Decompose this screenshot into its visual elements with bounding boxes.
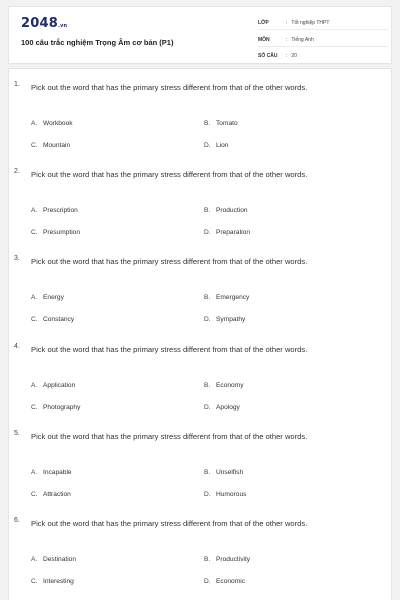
question-text: Pick out the word that has the primary stress different from that of the other words.	[31, 519, 308, 528]
meta-value-subject: Tiếng Anh	[291, 36, 314, 43]
document-header	[8, 6, 392, 64]
option-a[interactable]: A. Incapable	[31, 469, 72, 476]
option-d[interactable]: D. Humorous	[204, 491, 247, 498]
option-b[interactable]: B. Production	[204, 207, 248, 214]
option-c[interactable]: C. Mountain	[31, 142, 71, 149]
option-d[interactable]: D. Economic	[204, 578, 245, 585]
option-d[interactable]: D. Apology	[204, 404, 240, 411]
question-text: Pick out the word that has the primary stress different from that of the other words.	[31, 345, 308, 354]
meta-value-count: 20	[291, 53, 297, 59]
question-text: Pick out the word that has the primary stress different from that of the other words.	[31, 170, 308, 179]
option-d[interactable]: D. Lion	[204, 142, 229, 149]
option-a[interactable]: A. Destination	[31, 556, 76, 563]
site-logo[interactable]: 2048.vn	[21, 16, 68, 31]
meta-row-count: SỐ CÂU : 20	[258, 53, 297, 59]
option-c[interactable]: C. Interesting	[31, 578, 74, 585]
question-text: Pick out the word that has the primary stress different from that of the other words.	[31, 257, 308, 266]
option-d[interactable]: D. Preparation	[204, 229, 251, 236]
option-c[interactable]: C. Constancy	[31, 316, 75, 323]
option-b[interactable]: B. Emergency	[204, 294, 250, 301]
question-text: Pick out the word that has the primary stress different from that of the other words.	[31, 432, 308, 441]
option-c[interactable]: C. Presumption	[31, 229, 81, 236]
option-b[interactable]: B. Unselfish	[204, 469, 244, 476]
option-c[interactable]: C. Photography	[31, 404, 81, 411]
option-c[interactable]: C. Attraction	[31, 491, 71, 498]
meta-row-subject: MÔN : Tiếng Anh	[258, 33, 388, 47]
option-a[interactable]: A. Prescription	[31, 207, 78, 214]
meta-value-class: Tốt nghiệp THPT	[291, 19, 330, 26]
document-title: 100 câu trắc nghiệm Trọng Âm cơ bản (P1)	[21, 38, 174, 47]
question-text: Pick out the word that has the primary stress different from that of the other words.	[31, 83, 308, 92]
option-a[interactable]: A. Workbook	[31, 120, 73, 127]
option-b[interactable]: B. Tomato	[204, 120, 238, 127]
option-b[interactable]: B. Economy	[204, 382, 244, 389]
option-a[interactable]: A. Application	[31, 382, 76, 389]
meta-row-class: LỚP : Tốt nghiệp THPT	[258, 16, 388, 30]
option-b[interactable]: B. Productivity	[204, 556, 251, 563]
option-d[interactable]: D. Sympathy	[204, 316, 246, 323]
option-a[interactable]: A. Energy	[31, 294, 64, 301]
